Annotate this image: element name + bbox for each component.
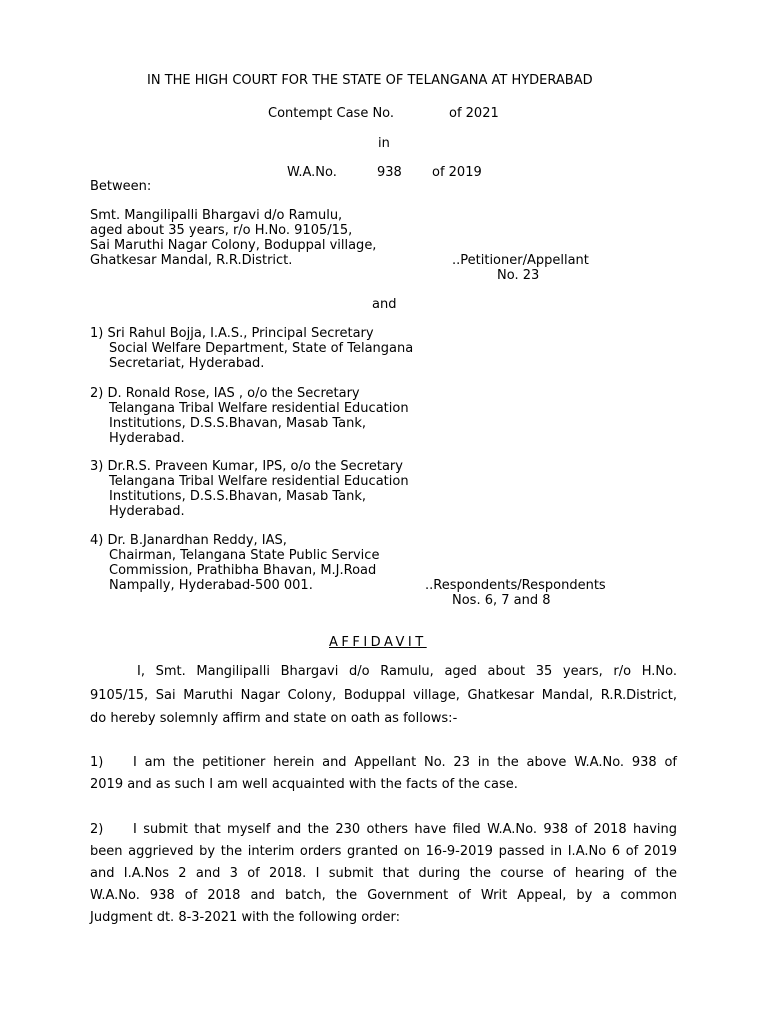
paragraph-number: 2) [90,822,104,837]
paragraph-line: been aggrieved by the interim orders granted on 16-9-2019 passed in I.A.No 6 of 2019 [90,844,677,859]
respondent-line: 2) D. Ronald Rose, IAS , o/o the Secretary [90,386,360,401]
respondent-line: Secretariat, Hyderabad. [109,356,265,371]
respondent-line: 4) Dr. B.Janardhan Reddy, IAS, [90,533,287,548]
paragraph-line: W.A.No. 938 of 2018 and batch, the Government of Writ Appeal, by a common [90,888,677,903]
paragraph-line: Judgment dt. 8-3-2021 with the following order: [90,910,401,925]
paragraph-line: and I.A.Nos 2 and 3 of 2018. I submit that during the course of hearing of the [90,866,677,881]
respondent-line: Social Welfare Department, State of Telangana [109,341,414,356]
respondent-line: Chairman, Telangana State Public Service [109,548,380,563]
respondent-line: Nampally, Hyderabad-500 001. [109,578,313,593]
petitioner-role-number: No. 23 [497,268,540,283]
petitioner-role: ..Petitioner/Appellant [452,253,589,268]
petitioner-line: Smt. Mangilipalli Bhargavi d/o Ramulu, [90,208,343,223]
respondent-line: Hyderabad. [109,431,185,446]
paragraph-line: 2019 and as such I am well acquainted with the facts of the case. [90,777,518,792]
respondent-line: Institutions, D.S.S.Bhavan, Masab Tank, [109,489,366,504]
respondent-line: 3) Dr.R.S. Praveen Kumar, IPS, o/o the Secretary [90,459,403,474]
contempt-case-label: Contempt Case No. [268,106,395,121]
petitioner-line: Sai Maruthi Nagar Colony, Boduppal village, [90,238,377,253]
contempt-case-year: of 2021 [449,106,499,121]
and-label: and [372,297,397,312]
intro-line: I, Smt. Mangilipalli Bhargavi d/o Ramulu, aged about 35 years, r/o H.No. [137,664,677,679]
respondent-line: Commission, Prathibha Bhavan, M.J.Road [109,563,377,578]
petitioner-line: Ghatkesar Mandal, R.R.District. [90,253,293,268]
respondent-line: Hyderabad. [109,504,185,519]
in-label: in [378,136,390,151]
affidavit-title: AFFIDAVIT [329,635,427,650]
respondent-line: 1) Sri Rahul Bojja, I.A.S., Principal Secretary [90,326,374,341]
respondents-role: ..Respondents/Respondents [425,578,606,593]
between-label: Between: [90,179,152,194]
paragraph-line: I am the petitioner herein and Appellant No. 23 in the above W.A.No. 938 of [133,755,677,770]
paragraph-number: 1) [90,755,104,770]
respondent-line: Telangana Tribal Welfare residential Education [109,474,409,489]
respondent-line: Telangana Tribal Welfare residential Education [109,401,409,416]
wa-year: of 2019 [432,165,482,180]
paragraph-line: I submit that myself and the 230 others have filed W.A.No. 938 of 2018 having [133,822,677,837]
respondents-role-numbers: Nos. 6, 7 and 8 [452,593,551,608]
respondent-line: Institutions, D.S.S.Bhavan, Masab Tank, [109,416,366,431]
intro-line: 9105/15, Sai Maruthi Nagar Colony, Boduppal village, Ghatkesar Mandal, R.R.District, [90,688,677,703]
wa-label: W.A.No. [287,165,337,180]
intro-line: do hereby solemnly affirm and state on oath as follows:- [90,711,458,726]
petitioner-line: aged about 35 years, r/o H.No. 9105/15, [90,223,353,238]
court-title: IN THE HIGH COURT FOR THE STATE OF TELANGANA AT HYDERABAD [147,73,593,88]
wa-number: 938 [377,165,402,180]
